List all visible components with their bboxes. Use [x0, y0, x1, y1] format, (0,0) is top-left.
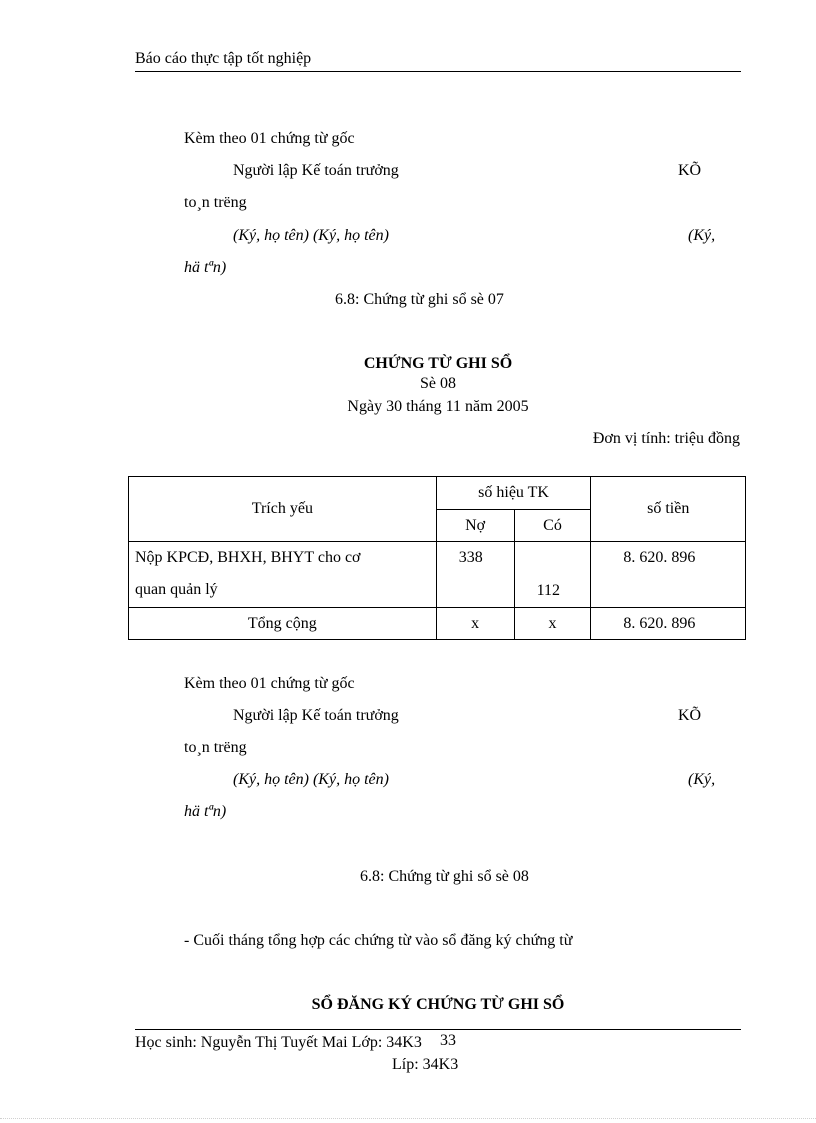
- signer-right-label: KÕ: [678, 162, 702, 179]
- header-rule: [135, 71, 741, 72]
- attachment-note: Kèm theo 01 chứng từ gốc: [184, 130, 355, 147]
- footer-class: Líp: 34K3: [392, 1056, 459, 1073]
- row-credit: 112: [514, 542, 591, 608]
- header-credit: Có: [514, 510, 591, 542]
- voucher-title: CHỨNG TỪ GHI SỔ: [363, 355, 513, 372]
- row-amount: 8. 620. 896: [591, 542, 746, 608]
- total-debit: x: [436, 608, 514, 640]
- figure-caption: 6.8: Chứng từ ghi sổ sè 07: [335, 291, 504, 308]
- register-title: SỔ ĐĂNG KÝ CHỨNG TỪ GHI SỔ: [311, 996, 565, 1013]
- row-desc-line2: quan quản lý: [135, 581, 218, 598]
- total-amount: 8. 620. 896: [591, 608, 746, 640]
- signature-hint-right-2: (Ký,: [688, 771, 716, 788]
- row-desc-line1: Nộp KPCĐ, BHXH, BHYT cho cơ: [135, 549, 361, 566]
- header-debit: Nợ: [436, 510, 514, 542]
- footer-rule: [135, 1029, 741, 1030]
- header-account: số hiệu TK: [436, 477, 591, 510]
- header-summary: Trích yếu: [129, 477, 437, 542]
- signature-hint-left-2: (Ký, họ tên) (Ký, họ tên): [233, 771, 389, 788]
- voucher-date: Ngày 30 tháng 11 năm 2005: [347, 398, 529, 415]
- table-total-row: [129, 608, 746, 640]
- signature-hint-right: (Ký,: [688, 227, 716, 244]
- signature-hint-cont-2: hä tªn): [184, 803, 227, 820]
- total-credit: x: [514, 608, 591, 640]
- attachment-note-2: Kèm theo 01 chứng từ gốc: [184, 675, 355, 692]
- total-label: Tổng cộng: [129, 608, 437, 640]
- signer-right-label-2: KÕ: [678, 707, 702, 724]
- signers-line-2: Người lập Kế toán trưởng: [233, 707, 399, 724]
- voucher-number: Sè 08: [420, 375, 456, 392]
- row-debit: 338: [436, 542, 514, 608]
- figure-caption-2: 6.8: Chứng từ ghi sổ sè 08: [360, 868, 529, 885]
- table-row: [129, 542, 746, 608]
- footer-student: Học sinh: Nguyễn Thị Tuyết Mai Lớp: 34K3: [135, 1034, 422, 1051]
- page-header-title: Báo cáo thực tập tốt nghiệp: [135, 50, 312, 67]
- signer-title-cont: to¸n trëng: [184, 194, 247, 211]
- signer-title-cont-2: to¸n trëng: [184, 739, 247, 756]
- signature-hint-left: (Ký, họ tên) (Ký, họ tên): [233, 227, 389, 244]
- page-edge: [0, 1118, 816, 1119]
- page-number: 33: [440, 1032, 456, 1049]
- header-amount: số tiền: [591, 477, 746, 542]
- voucher-table: [128, 476, 746, 640]
- month-end-note: - Cuối tháng tổng hợp các chứng từ vào sổ đăng ký chứng từ: [184, 932, 573, 949]
- unit-note: Đơn vị tính: triệu đồng: [592, 430, 740, 447]
- signers-line: Người lập Kế toán trưởng: [233, 162, 399, 179]
- signature-hint-cont: hä tªn): [184, 259, 227, 276]
